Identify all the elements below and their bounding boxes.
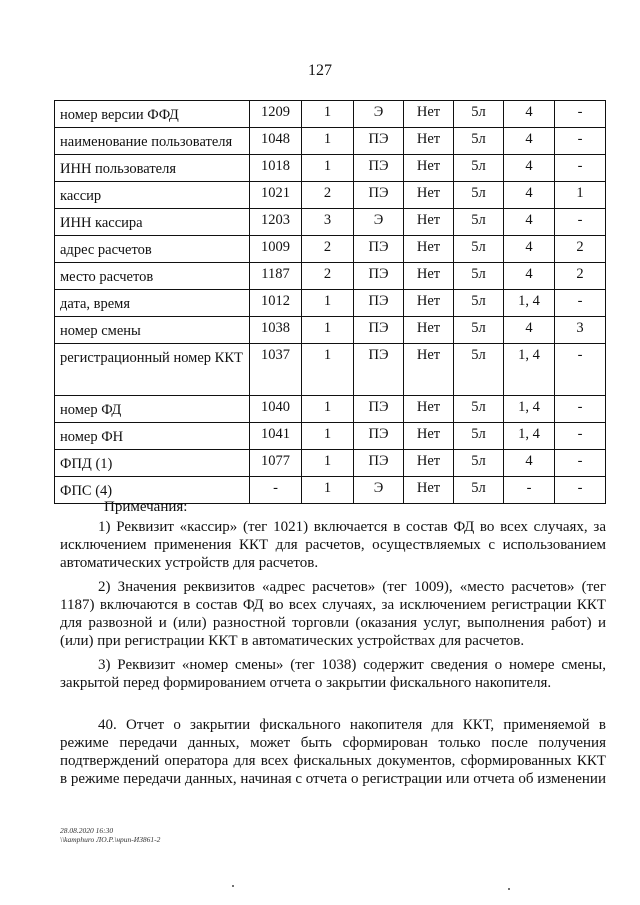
- format-cell: 5л: [454, 263, 504, 290]
- requisite-name: кассир: [55, 182, 250, 209]
- tag-cell: 1209: [250, 101, 302, 128]
- multiplicity-cell: 1: [302, 101, 354, 128]
- form-cell: ПЭ: [354, 236, 404, 263]
- tag-cell: 1187: [250, 263, 302, 290]
- requisite-name: номер ФД: [55, 396, 250, 423]
- note-3: [60, 656, 606, 692]
- table-row: [55, 182, 606, 209]
- table-row: [55, 396, 606, 423]
- table-row: [55, 236, 606, 263]
- note-3-text: 3) Реквизит «номер смены» (тег 1038) содержит сведения о номере смены, закрытой перед формированием отчета о закрытии фискального накопителя.: [60, 657, 606, 691]
- footer-date: 28.08.2020 16:30: [60, 826, 114, 835]
- multiplicity-cell: 1: [302, 128, 354, 155]
- mandatory-cell: Нет: [404, 423, 454, 450]
- requisite-name: ФПС (4): [55, 477, 250, 504]
- tag-cell: -: [250, 477, 302, 504]
- requisites-table: [54, 100, 606, 504]
- ffd-cell: 4: [504, 209, 555, 236]
- multiplicity-cell: 1: [302, 290, 354, 317]
- requisite-name: место расчетов: [55, 263, 250, 290]
- note-cell: -: [555, 209, 606, 236]
- format-cell: 5л: [454, 423, 504, 450]
- paragraph-40-text: 40. Отчет о закрытии фискального накопителя для ККТ, применяемой в режиме передачи данных, может быть сформирован только после получения подтверждений оператора для всех фискальных документов, сформированных ККТ в режиме передачи данных, начиная с отчета о регистрации или отчета об изменении: [60, 717, 606, 787]
- table-row: [55, 317, 606, 344]
- note-cell: 3: [555, 317, 606, 344]
- ffd-cell: -: [504, 477, 555, 504]
- mandatory-cell: Нет: [404, 396, 454, 423]
- form-cell: Э: [354, 209, 404, 236]
- multiplicity-cell: 2: [302, 236, 354, 263]
- table-row: [55, 344, 606, 396]
- tag-cell: 1038: [250, 317, 302, 344]
- tag-cell: 1203: [250, 209, 302, 236]
- mandatory-cell: Нет: [404, 101, 454, 128]
- tag-cell: 1009: [250, 236, 302, 263]
- note-cell: -: [555, 155, 606, 182]
- ffd-cell: 4: [504, 263, 555, 290]
- mandatory-cell: Нет: [404, 317, 454, 344]
- format-cell: 5л: [454, 290, 504, 317]
- requisite-name: адрес расчетов: [55, 236, 250, 263]
- form-cell: ПЭ: [354, 423, 404, 450]
- multiplicity-cell: 2: [302, 182, 354, 209]
- note-cell: -: [555, 344, 606, 396]
- table-row: [55, 209, 606, 236]
- format-cell: 5л: [454, 182, 504, 209]
- form-cell: ПЭ: [354, 317, 404, 344]
- note-2: [60, 578, 606, 650]
- table-row: [55, 450, 606, 477]
- form-cell: ПЭ: [354, 182, 404, 209]
- mandatory-cell: Нет: [404, 290, 454, 317]
- format-cell: 5л: [454, 450, 504, 477]
- mandatory-cell: Нет: [404, 450, 454, 477]
- requisite-name: номер смены: [55, 317, 250, 344]
- scan-speck: [232, 885, 234, 887]
- multiplicity-cell: 1: [302, 396, 354, 423]
- tag-cell: 1040: [250, 396, 302, 423]
- format-cell: 5л: [454, 209, 504, 236]
- note-cell: -: [555, 101, 606, 128]
- note-2-text: 2) Значения реквизитов «адрес расчетов» (тег 1009), «место расчетов» (тег 1187) включаются в состав ФД во всех случаях, за исключением регистрации ККТ для развозной и (или) разностной торговли (оказания услуг, выполнения работ) и (или) при регистрации ККТ в автоматических устройствах для расчетов.: [60, 579, 606, 649]
- form-cell: ПЭ: [354, 450, 404, 477]
- note-cell: 1: [555, 182, 606, 209]
- multiplicity-cell: 2: [302, 263, 354, 290]
- note-cell: 2: [555, 263, 606, 290]
- form-cell: ПЭ: [354, 344, 404, 396]
- note-cell: -: [555, 128, 606, 155]
- ffd-cell: 4: [504, 101, 555, 128]
- mandatory-cell: Нет: [404, 128, 454, 155]
- mandatory-cell: Нет: [404, 263, 454, 290]
- table-row: [55, 128, 606, 155]
- ffd-cell: 4: [504, 317, 555, 344]
- ffd-cell: 1, 4: [504, 423, 555, 450]
- note-cell: 2: [555, 236, 606, 263]
- scan-speck: [508, 888, 510, 890]
- format-cell: 5л: [454, 236, 504, 263]
- format-cell: 5л: [454, 155, 504, 182]
- multiplicity-cell: 1: [302, 155, 354, 182]
- note-cell: -: [555, 423, 606, 450]
- requisite-name: регистрационный номер ККТ: [55, 344, 250, 396]
- format-cell: 5л: [454, 344, 504, 396]
- tag-cell: 1077: [250, 450, 302, 477]
- table-row: [55, 423, 606, 450]
- notes-heading: Примечания:: [104, 499, 188, 515]
- requisite-name: дата, время: [55, 290, 250, 317]
- ffd-cell: 4: [504, 155, 555, 182]
- multiplicity-cell: 1: [302, 477, 354, 504]
- mandatory-cell: Нет: [404, 477, 454, 504]
- multiplicity-cell: 1: [302, 317, 354, 344]
- requisite-name: номер версии ФФД: [55, 101, 250, 128]
- note-1-text: 1) Реквизит «кассир» (тег 1021) включается в состав ФД во всех случаях, за исключением применения ККТ для расчетов, осуществляемых с использованием автоматических устройств для расчетов.: [60, 519, 606, 571]
- paragraph-40: [60, 716, 606, 788]
- table-row: [55, 290, 606, 317]
- ffd-cell: 1, 4: [504, 344, 555, 396]
- multiplicity-cell: 3: [302, 209, 354, 236]
- note-cell: -: [555, 396, 606, 423]
- format-cell: 5л: [454, 396, 504, 423]
- form-cell: ПЭ: [354, 128, 404, 155]
- ffd-cell: 1, 4: [504, 396, 555, 423]
- footer-path: \\kamphuro ЛО.Р.\нрип-ИЗ861-2: [60, 835, 161, 844]
- multiplicity-cell: 1: [302, 344, 354, 396]
- ffd-cell: 4: [504, 450, 555, 477]
- table-row: [55, 263, 606, 290]
- format-cell: 5л: [454, 317, 504, 344]
- tag-cell: 1012: [250, 290, 302, 317]
- requisite-name: ФПД (1): [55, 450, 250, 477]
- table-row: [55, 101, 606, 128]
- requisite-name: ИНН кассира: [55, 209, 250, 236]
- requisite-name: номер ФН: [55, 423, 250, 450]
- requisite-name: ИНН пользователя: [55, 155, 250, 182]
- tag-cell: 1021: [250, 182, 302, 209]
- format-cell: 5л: [454, 477, 504, 504]
- mandatory-cell: Нет: [404, 182, 454, 209]
- multiplicity-cell: 1: [302, 450, 354, 477]
- form-cell: Э: [354, 477, 404, 504]
- mandatory-cell: Нет: [404, 155, 454, 182]
- mandatory-cell: Нет: [404, 344, 454, 396]
- mandatory-cell: Нет: [404, 209, 454, 236]
- footer-stamp: [60, 826, 160, 844]
- format-cell: 5л: [454, 101, 504, 128]
- form-cell: ПЭ: [354, 263, 404, 290]
- note-cell: -: [555, 290, 606, 317]
- requisite-name: наименование пользователя: [55, 128, 250, 155]
- form-cell: ПЭ: [354, 290, 404, 317]
- ffd-cell: 1, 4: [504, 290, 555, 317]
- ffd-cell: 4: [504, 236, 555, 263]
- note-cell: -: [555, 450, 606, 477]
- tag-cell: 1037: [250, 344, 302, 396]
- note-cell: -: [555, 477, 606, 504]
- mandatory-cell: Нет: [404, 236, 454, 263]
- tag-cell: 1018: [250, 155, 302, 182]
- form-cell: Э: [354, 101, 404, 128]
- form-cell: ПЭ: [354, 396, 404, 423]
- tag-cell: 1048: [250, 128, 302, 155]
- multiplicity-cell: 1: [302, 423, 354, 450]
- format-cell: 5л: [454, 128, 504, 155]
- tag-cell: 1041: [250, 423, 302, 450]
- note-1: [60, 518, 606, 572]
- form-cell: ПЭ: [354, 155, 404, 182]
- ffd-cell: 4: [504, 182, 555, 209]
- ffd-cell: 4: [504, 128, 555, 155]
- page-number: 127: [308, 62, 332, 79]
- table-row: [55, 155, 606, 182]
